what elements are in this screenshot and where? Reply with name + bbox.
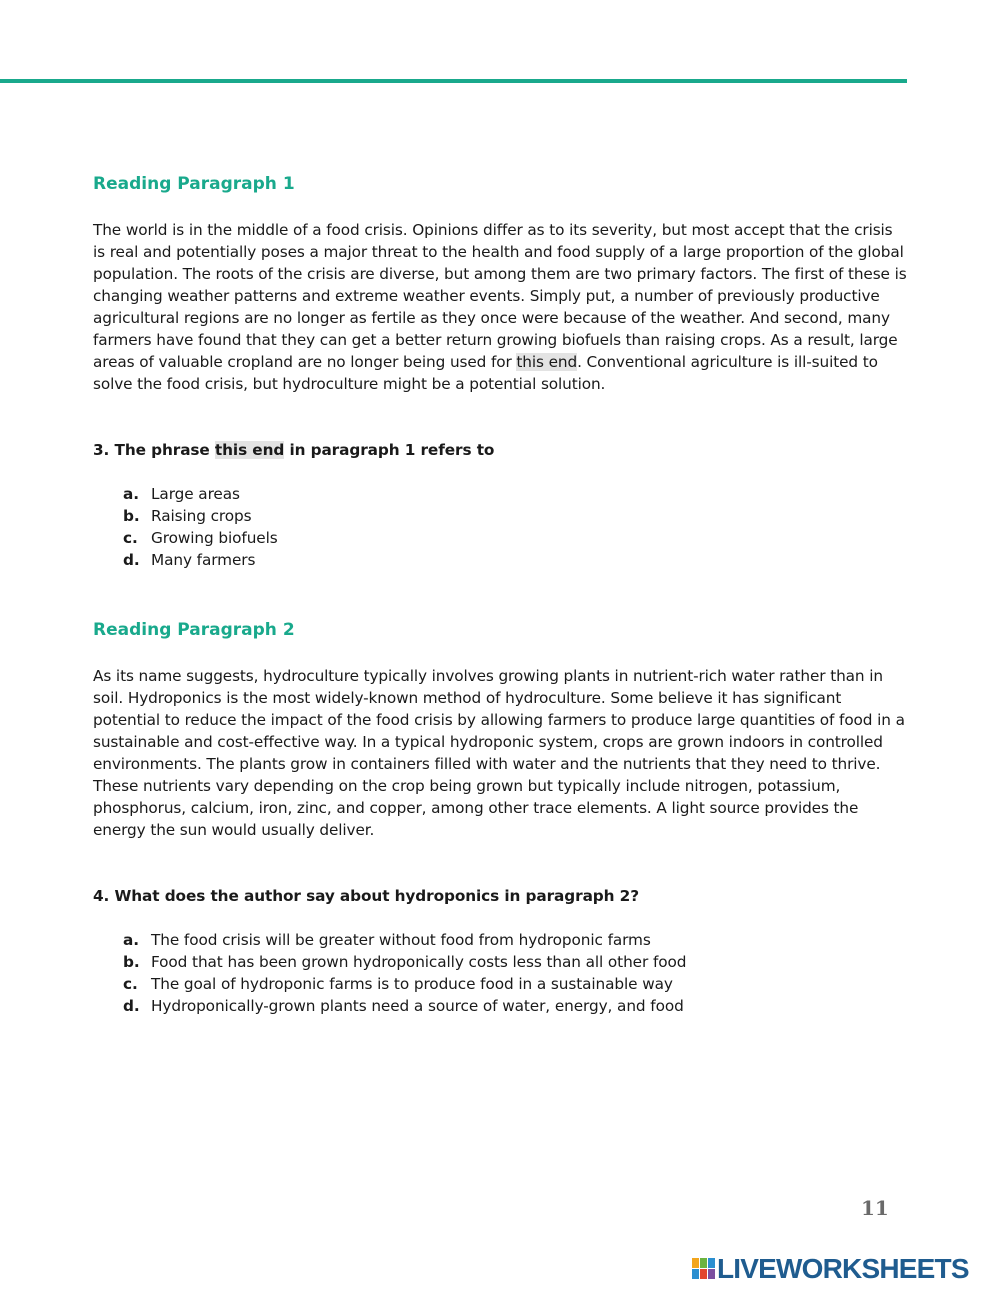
question-4: 4. What does the author say about hydroponics in paragraph 2? xyxy=(93,887,639,905)
section2-heading: Reading Paragraph 2 xyxy=(93,620,295,640)
brand-wordmark: LIVEWORKSHEETS xyxy=(717,1253,969,1284)
option-letter: c. xyxy=(123,975,138,993)
option-text: The food crisis will be greater without food from hydroponic farms xyxy=(151,931,651,949)
option-3d[interactable] xyxy=(123,549,278,571)
question-4-options xyxy=(123,929,686,1017)
option-text: Growing biofuels xyxy=(151,529,278,547)
page-number: 11 xyxy=(861,1196,889,1220)
option-3c[interactable] xyxy=(123,527,278,549)
question-3 xyxy=(93,439,494,461)
section1-text-after: . Conventional agriculture is ill-suited to solve the food crisis, but hydroculture might be a potential solution. xyxy=(93,353,878,393)
option-letter: a. xyxy=(123,485,139,503)
question-3-prefix: 3. The phrase xyxy=(93,441,215,459)
question-3-highlight: this end xyxy=(214,441,285,459)
option-4d[interactable] xyxy=(123,995,686,1017)
option-letter: b. xyxy=(123,953,140,971)
option-letter: a. xyxy=(123,931,139,949)
question-3-options xyxy=(123,483,278,571)
option-text: Large areas xyxy=(151,485,240,503)
option-letter: b. xyxy=(123,507,140,525)
option-4a[interactable] xyxy=(123,929,686,951)
liveworksheets-mark-icon xyxy=(692,1258,716,1280)
option-3b[interactable] xyxy=(123,505,278,527)
section1-highlight: this end xyxy=(516,353,578,371)
option-4c[interactable] xyxy=(123,973,686,995)
option-letter: c. xyxy=(123,529,138,547)
section1-paragraph xyxy=(93,219,908,395)
top-rule xyxy=(0,79,907,83)
section2-paragraph: As its name suggests, hydroculture typically involves growing plants in nutrient-rich water rather than in soil. Hydroponics is the most widely-known method of hydroculture. Some believe it has significant potential to reduce the impact of the food crisis by allowing farmers to produce large quantities of food in a sustainable and cost-effective way. In a typical hydroponic system, crops are grown indoors in controlled environments. The plants grow in containers filled with water and the nutrients that they need to thrive. These nutrients vary depending on the crop being grown but typically include nitrogen, potassium, phosphorus, calcium, iron, zinc, and copper, among other trace elements. A light source provides the energy the sun would usually deliver. xyxy=(93,667,905,839)
option-text: Food that has been grown hydroponically costs less than all other food xyxy=(151,953,687,971)
section1-heading: Reading Paragraph 1 xyxy=(93,174,295,194)
section1-text-before: The world is in the middle of a food crisis. Opinions differ as to its severity, but most accept that the crisis is real and potentially poses a major threat to the health and food supply of a large proportion of the global population. The roots of the crisis are diverse, but among them are two primary factors. The first of these is changing weather patterns and extreme weather events. Simply put, a number of previously productive agricultural regions are no longer as fertile as they once were because of the weather. And second, many farmers have found that they can get a better return growing biofuels than raising crops. As a result, large areas of valuable cropland are no longer being used for xyxy=(93,221,907,371)
question-3-suffix: in paragraph 1 refers to xyxy=(284,441,495,459)
option-text: Hydroponically-grown plants need a source of water, energy, and food xyxy=(151,997,684,1015)
option-4b[interactable] xyxy=(123,951,686,973)
option-3a[interactable] xyxy=(123,483,278,505)
option-letter: d. xyxy=(123,997,140,1015)
option-text: Many farmers xyxy=(151,551,256,569)
option-text: Raising crops xyxy=(151,507,252,525)
option-letter: d. xyxy=(123,551,140,569)
option-text: The goal of hydroponic farms is to produce food in a sustainable way xyxy=(151,975,673,993)
